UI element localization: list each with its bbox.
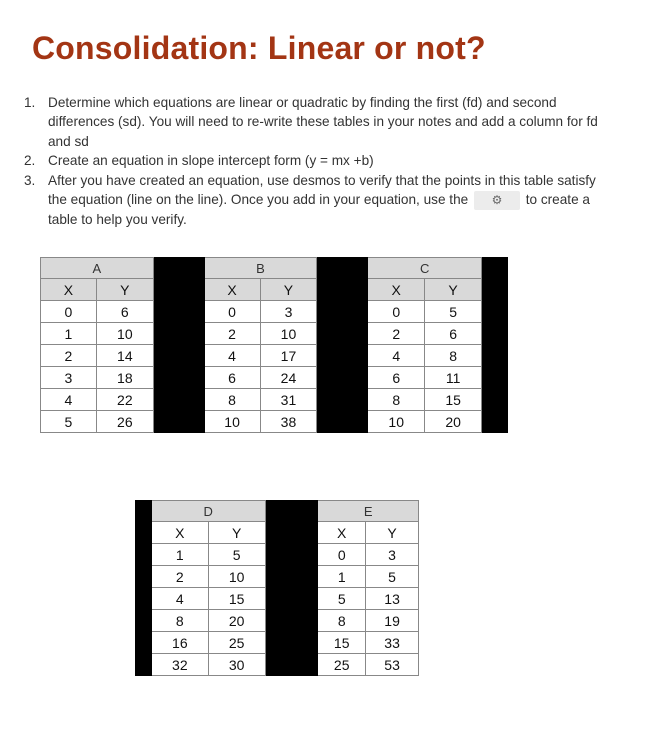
table-cell: 1 — [151, 544, 208, 566]
table-cell: 3 — [41, 367, 97, 389]
table-cell: 2 — [151, 566, 208, 588]
separator — [265, 522, 318, 544]
separator — [482, 301, 508, 323]
table-cell: 10 — [204, 411, 260, 433]
table-cell: 22 — [96, 389, 153, 411]
table-row — [136, 588, 419, 610]
table-label-e: E — [318, 501, 419, 522]
table-cell: 38 — [260, 411, 317, 433]
table-cell: 15 — [425, 389, 482, 411]
separator — [136, 566, 152, 588]
table-row — [41, 301, 508, 323]
table-row — [136, 632, 419, 654]
separator — [153, 389, 204, 411]
instructions-list — [24, 93, 613, 230]
column-header-y: Y — [96, 279, 153, 301]
table-cell: 2 — [368, 323, 425, 345]
table-row — [136, 654, 419, 676]
table-cell: 0 — [368, 301, 425, 323]
table-cell: 25 — [318, 654, 366, 676]
table-cell: 8 — [151, 610, 208, 632]
table-cell: 5 — [318, 588, 366, 610]
table-cell: 33 — [366, 632, 419, 654]
table-row — [41, 345, 508, 367]
table-label-b: B — [204, 258, 317, 279]
column-header-y: Y — [425, 279, 482, 301]
table-cell: 2 — [41, 345, 97, 367]
table-cell: 3 — [260, 301, 317, 323]
table-cell: 10 — [208, 566, 265, 588]
separator — [153, 258, 204, 279]
separator — [136, 588, 152, 610]
table-cell: 25 — [208, 632, 265, 654]
table-cell: 1 — [41, 323, 97, 345]
item-text: After you have created an equation, use desmos to verify that the points in this table satisfy the equation (line on the line). Once you add in your equation, use the — [48, 172, 596, 208]
separator — [153, 411, 204, 433]
separator — [136, 544, 152, 566]
separator — [136, 522, 152, 544]
page-title: Consolidation: Linear or not? — [32, 30, 486, 66]
separator — [265, 632, 318, 654]
table-cell: 10 — [368, 411, 425, 433]
separator — [317, 345, 368, 367]
column-header-x: X — [318, 522, 366, 544]
table-cell: 4 — [368, 345, 425, 367]
separator — [265, 501, 318, 522]
table-cell: 6 — [425, 323, 482, 345]
table-cell: 19 — [366, 610, 419, 632]
column-header-x: X — [151, 522, 208, 544]
instruction-item — [24, 171, 613, 230]
separator — [482, 389, 508, 411]
table-cell: 4 — [204, 345, 260, 367]
table-label-c: C — [368, 258, 482, 279]
item-text: Determine which equations are linear or quadratic by finding the first (fd) and second differences (sd). You will need to re-write these tables in your notes and add a column for fd and sd — [48, 95, 598, 149]
data-table-abc — [40, 257, 508, 433]
item-number: 1. — [24, 95, 36, 110]
separator — [482, 345, 508, 367]
column-header-y: Y — [260, 279, 317, 301]
table-cell: 8 — [204, 389, 260, 411]
table-cell: 8 — [368, 389, 425, 411]
separator — [317, 367, 368, 389]
table-cell: 13 — [366, 588, 419, 610]
table-cell: 8 — [425, 345, 482, 367]
separator — [317, 258, 368, 279]
table-cell: 18 — [96, 367, 153, 389]
separator — [153, 323, 204, 345]
table-row — [41, 323, 508, 345]
table-cell: 0 — [204, 301, 260, 323]
table-cell: 5 — [208, 544, 265, 566]
table-row — [136, 566, 419, 588]
table-cell: 24 — [260, 367, 317, 389]
data-table-de — [135, 500, 419, 676]
table-cell: 32 — [151, 654, 208, 676]
separator — [265, 610, 318, 632]
table-cell: 0 — [318, 544, 366, 566]
separator — [153, 279, 204, 301]
table-cell: 15 — [318, 632, 366, 654]
separator — [136, 632, 152, 654]
separator — [153, 345, 204, 367]
separator — [136, 610, 152, 632]
column-header-x: X — [204, 279, 260, 301]
column-header-y: Y — [208, 522, 265, 544]
table-cell: 20 — [425, 411, 482, 433]
table-cell: 6 — [204, 367, 260, 389]
separator — [317, 279, 368, 301]
table-row — [136, 544, 419, 566]
table-cell: 31 — [260, 389, 317, 411]
instruction-item — [24, 93, 613, 151]
column-header-x: X — [368, 279, 425, 301]
separator — [482, 323, 508, 345]
separator — [265, 588, 318, 610]
table-cell: 26 — [96, 411, 153, 433]
separator — [265, 654, 318, 676]
separator — [153, 301, 204, 323]
table-row — [41, 367, 508, 389]
table-label-d: D — [151, 501, 265, 522]
table-cell: 5 — [425, 301, 482, 323]
table-cell: 15 — [208, 588, 265, 610]
table-row — [41, 389, 508, 411]
table-row — [41, 411, 508, 433]
table-cell: 10 — [96, 323, 153, 345]
table-cell: 5 — [41, 411, 97, 433]
column-header-x: X — [41, 279, 97, 301]
table-cell: 4 — [41, 389, 97, 411]
table-cell: 10 — [260, 323, 317, 345]
separator — [317, 411, 368, 433]
column-header-y: Y — [366, 522, 419, 544]
separator — [136, 654, 152, 676]
table-cell: 2 — [204, 323, 260, 345]
separator — [482, 411, 508, 433]
table-cell: 17 — [260, 345, 317, 367]
item-text: to create a table to help you verify. — [48, 192, 590, 228]
gear-icon: ⚙ — [474, 191, 520, 210]
table-cell: 16 — [151, 632, 208, 654]
table-cell: 1 — [318, 566, 366, 588]
table-label-a: A — [41, 258, 154, 279]
table-cell: 11 — [425, 367, 482, 389]
separator — [317, 323, 368, 345]
table-cell: 6 — [368, 367, 425, 389]
table-row — [136, 610, 419, 632]
item-text: Create an equation in slope intercept form (y = mx +b) — [48, 153, 374, 169]
separator — [482, 258, 508, 279]
table-cell: 20 — [208, 610, 265, 632]
table-cell: 6 — [96, 301, 153, 323]
separator — [482, 367, 508, 389]
table-cell: 5 — [366, 566, 419, 588]
separator — [482, 279, 508, 301]
separator — [153, 367, 204, 389]
table-cell: 8 — [318, 610, 366, 632]
table-cell: 0 — [41, 301, 97, 323]
table-cell: 3 — [366, 544, 419, 566]
separator — [265, 566, 318, 588]
item-number: 2. — [24, 153, 36, 169]
separator — [136, 501, 152, 522]
separator — [265, 544, 318, 566]
instruction-item — [24, 151, 613, 170]
table-cell: 30 — [208, 654, 265, 676]
table-cell: 53 — [366, 654, 419, 676]
separator — [317, 389, 368, 411]
item-number: 3. — [24, 172, 36, 188]
separator — [317, 301, 368, 323]
table-cell: 4 — [151, 588, 208, 610]
table-cell: 14 — [96, 345, 153, 367]
